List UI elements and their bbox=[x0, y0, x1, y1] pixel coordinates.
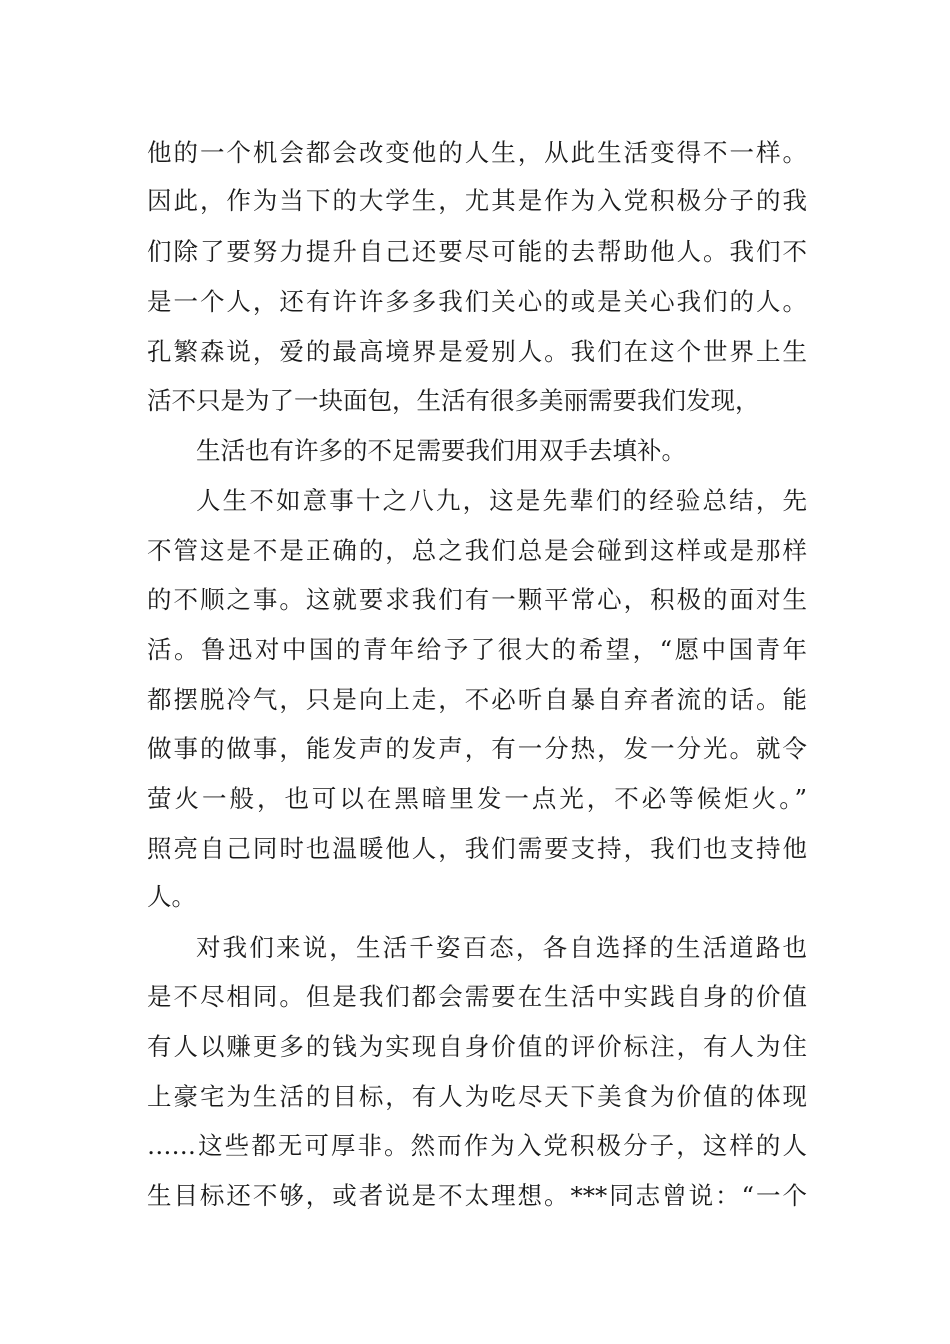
text-line: 活。鲁迅对中国的青年给予了很大的希望，“愿中国青年 bbox=[147, 635, 807, 664]
text-line: 人生不如意事十之八九，这是先辈们的经验总结，先 bbox=[196, 486, 807, 515]
text-line: 做事的做事，能发声的发声，有一分热，发一分光。就令 bbox=[147, 734, 807, 763]
text-line: 活不只是为了一块面包，生活有很多美丽需要我们发现， bbox=[147, 386, 760, 415]
text-line: 萤火一般，也可以在黑暗里发一点光，不必等候炬火。” bbox=[147, 784, 807, 813]
text-line: 生活也有许多的不足需要我们用双手去填补。 bbox=[196, 436, 686, 465]
text-line: 因此，作为当下的大学生，尤其是作为入党积极分子的我 bbox=[147, 186, 807, 215]
text-line: 孔繁森说，爱的最高境界是爱别人。我们在这个世界上生 bbox=[147, 337, 807, 366]
text-line: 都摆脱冷气，只是向上走，不必听自暴自弃者流的话。能 bbox=[147, 685, 807, 714]
text-line: 的不顺之事。这就要求我们有一颗平常心，积极的面对生 bbox=[147, 585, 807, 614]
text-line: 不管这是不是正确的，总之我们总是会碰到这样或是那样 bbox=[147, 536, 807, 565]
text-line: 人。 bbox=[147, 882, 196, 911]
text-line: 他的一个机会都会改变他的人生，从此生活变得不一样。 bbox=[147, 138, 807, 167]
text-line: 对我们来说，生活千姿百态，各自选择的生活道路也 bbox=[196, 933, 807, 962]
text-line: 照亮自己同时也温暖他人，我们需要支持，我们也支持他 bbox=[147, 834, 807, 863]
text-line: 是不尽相同。但是我们都会需要在生活中实践自身的价值 bbox=[147, 982, 807, 1011]
text-line: 生目标还不够，或者说是不太理想。***同志曾说：“一个 bbox=[147, 1181, 807, 1210]
text-line: ……这些都无可厚非。然而作为入党积极分子，这样的人 bbox=[147, 1131, 807, 1160]
text-line: 是一个人，还有许许多多我们关心的或是关心我们的人。 bbox=[147, 287, 807, 316]
text-line: 有人以赚更多的钱为实现自身价值的评价标注，有人为住 bbox=[147, 1032, 807, 1061]
text-line: 们除了要努力提升自己还要尽可能的去帮助他人。我们不 bbox=[147, 237, 807, 266]
text-line: 上豪宅为生活的目标，有人为吃尽天下美食为价值的体现 bbox=[147, 1082, 807, 1111]
